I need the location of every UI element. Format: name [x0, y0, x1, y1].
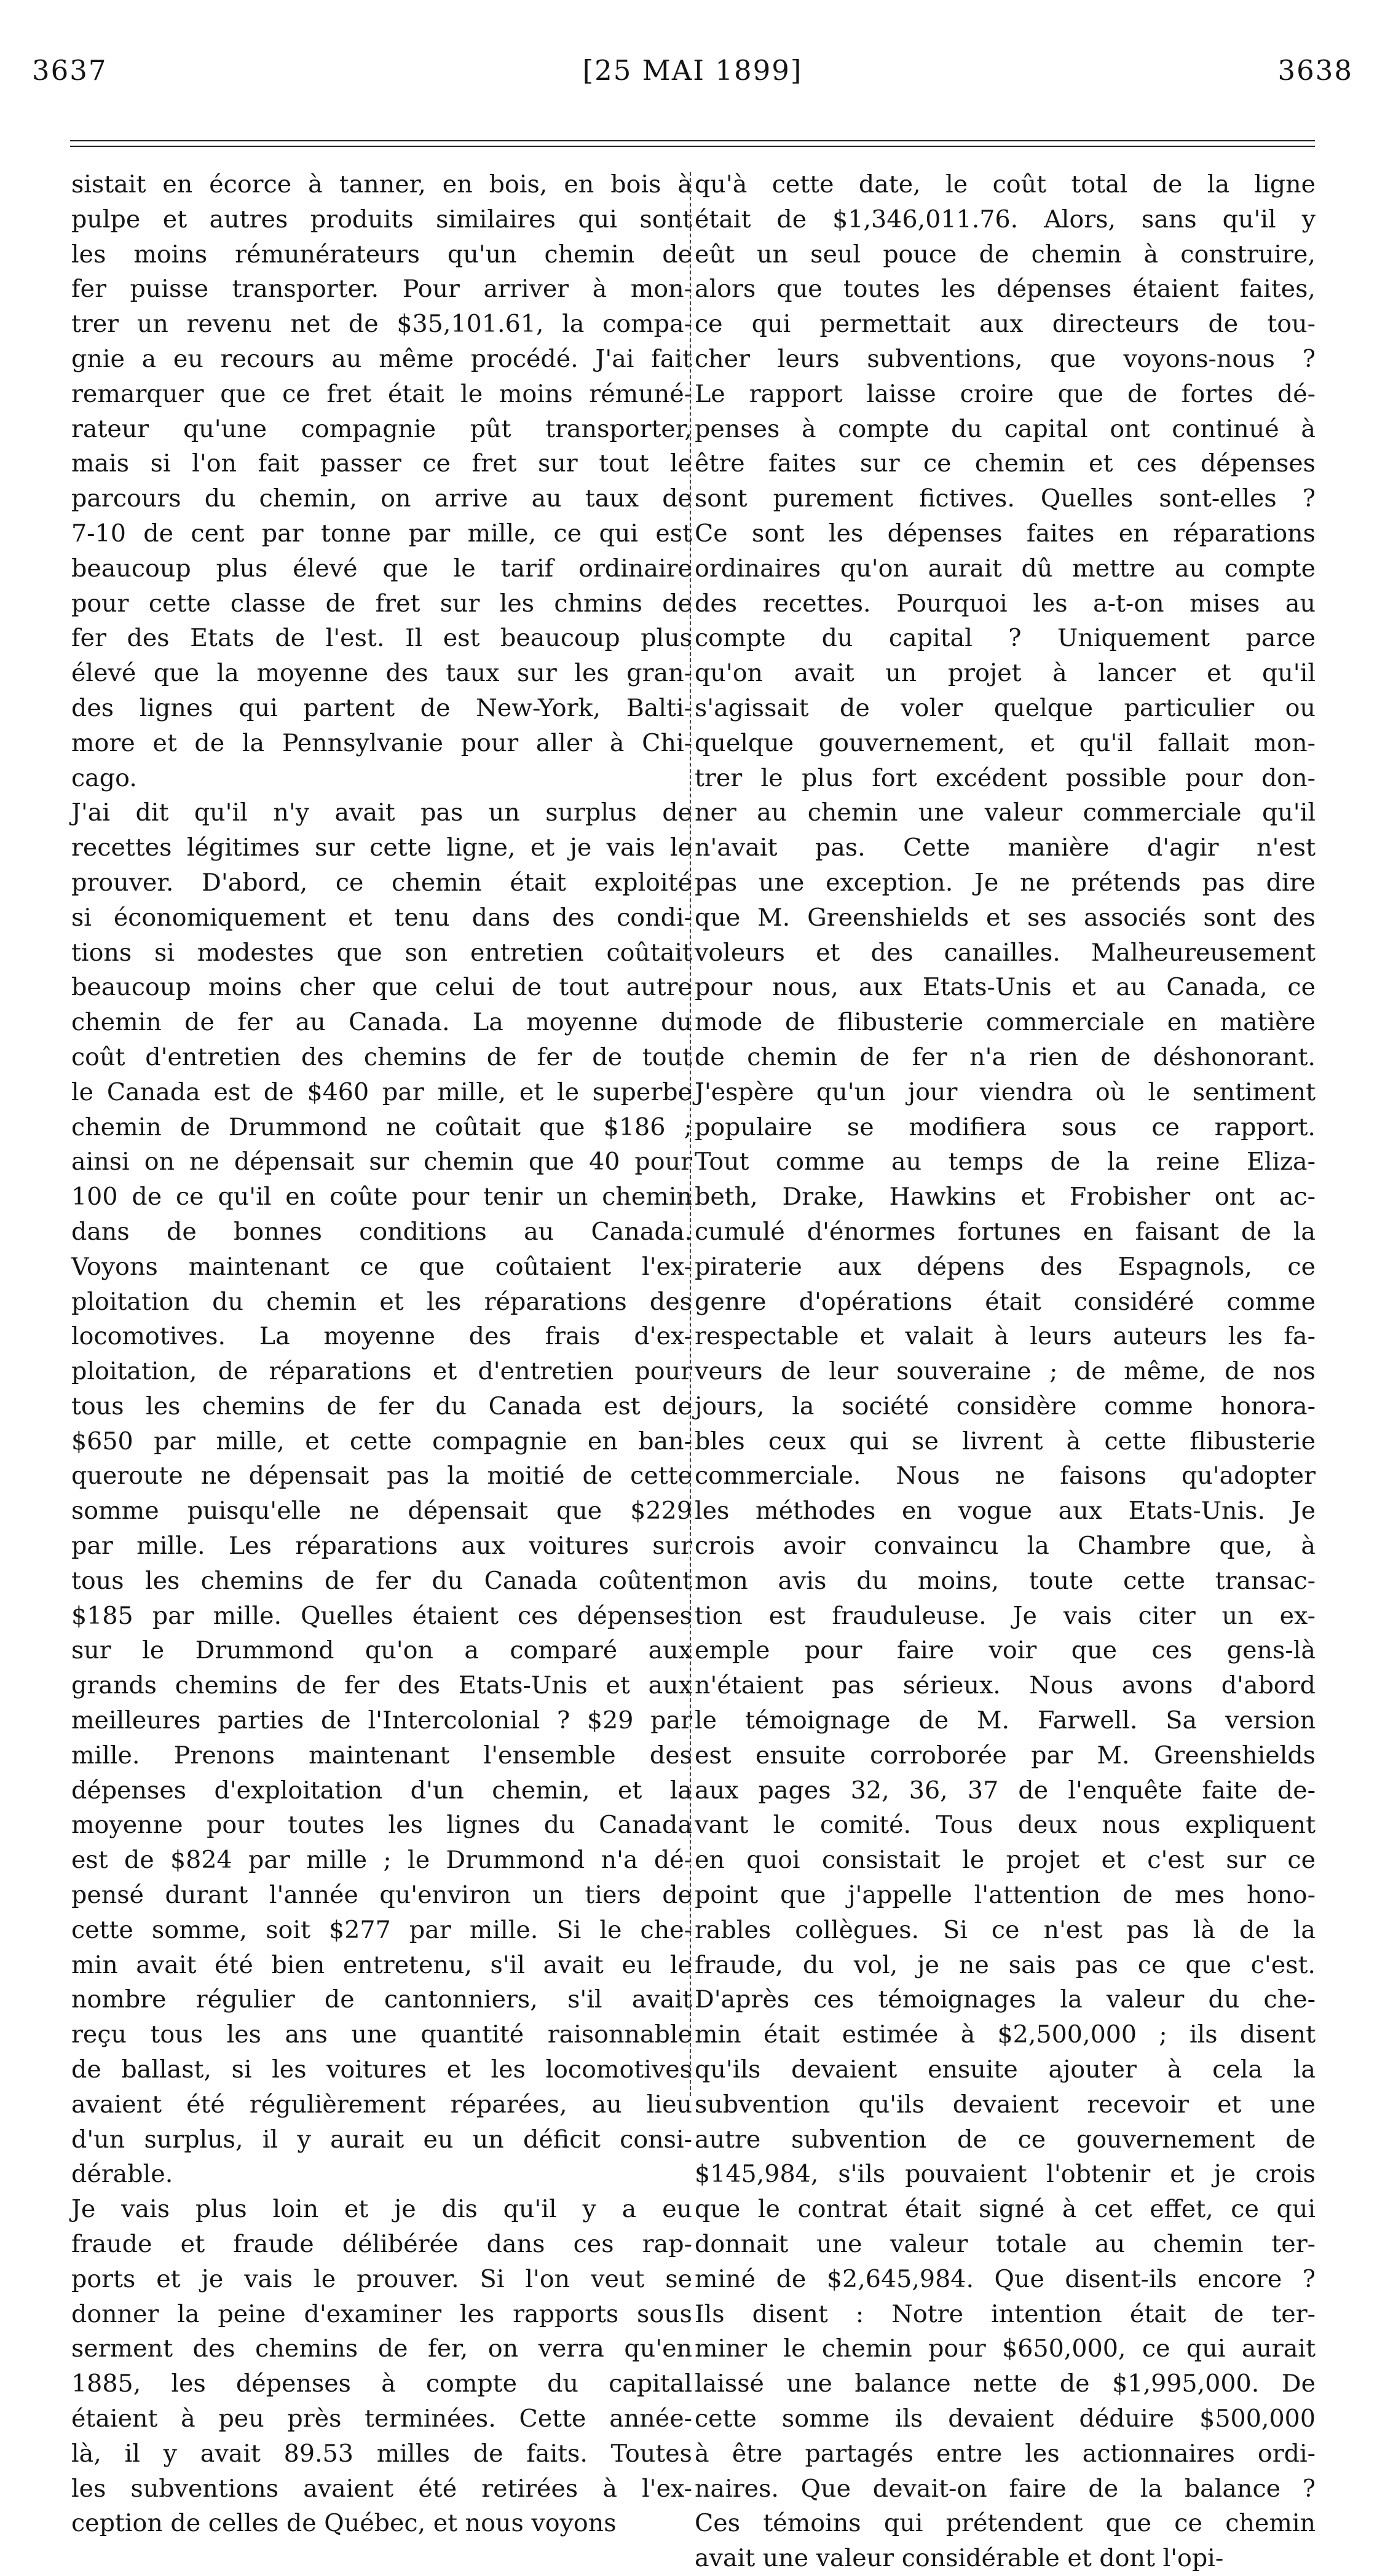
text-line: ception de celles de Québec, et nous voyons [71, 2509, 617, 2538]
text-line: Ils disent : Notre intention était de ter- [695, 2299, 1316, 2328]
text-line: mais si l'on fait passer ce fret sur tout le [71, 449, 692, 478]
text-line: Ce sont les dépenses faites en réparations [695, 519, 1316, 548]
text-line: pensé durant l'année qu'environ un tiers de [71, 1881, 692, 1910]
text-line: tion est frauduleuse. Je vais citer un ex- [695, 1601, 1316, 1630]
text-line: eût un seul pouce de chemin à construire, [695, 240, 1316, 269]
text-line: ner au chemin une valeur commerciale qu'il [695, 798, 1316, 827]
text-line: ploitation, de réparations et d'entretien pour [71, 1357, 692, 1386]
text-line: beth, Drake, Hawkins et Frobisher ont ac- [695, 1183, 1316, 1211]
text-line: dérable. [71, 2160, 173, 2189]
text-line: gnie a eu recours au même procédé. J'ai fait [71, 344, 692, 373]
text-line: à être partagés entre les actionnaires ordi- [695, 2439, 1316, 2468]
text-line: emple pour faire voir que ces gens-là [695, 1636, 1316, 1665]
text-line: 7-10 de cent par tonne par mille, ce qui est [71, 519, 692, 548]
text-line: Tout comme au temps de la reine Eliza- [695, 1148, 1316, 1176]
text-line: par mille. Les réparations aux voitures sur [71, 1532, 692, 1561]
text-line: crois avoir convaincu la Chambre que, à [695, 1532, 1316, 1561]
text-line: remarquer que ce fret était le moins rémuné- [71, 379, 692, 408]
text-line: serment des chemins de fer, on verra qu'en [71, 2334, 692, 2363]
text-line: commerciale. Nous ne faisons qu'adopter [695, 1462, 1316, 1491]
text-line: point que j'appelle l'attention de mes hono- [695, 1881, 1316, 1910]
text-line: si économiquement et tenu dans des condi- [71, 903, 692, 932]
text-line: bles ceux qui se livrent à cette flibusterie [695, 1427, 1316, 1455]
text-line: tous les chemins de fer du Canada est de [71, 1392, 692, 1420]
text-line: pour cette classe de fret sur les chmins de [71, 589, 692, 618]
column-divider [690, 172, 691, 2096]
text-line: élevé que la moyenne des taux sur les gran- [71, 659, 692, 688]
text-line: dépenses d'exploitation d'un chemin, et la [71, 1776, 692, 1805]
text-line: nombre régulier de cantonniers, s'il avait [71, 1985, 692, 2014]
text-line: jours, la société considère comme honora- [695, 1392, 1316, 1420]
text-line: donnait une valeur totale au chemin ter- [695, 2230, 1316, 2259]
header-double-rule [70, 140, 1315, 147]
text-line: $650 par mille, et cette compagnie en ban- [71, 1427, 692, 1455]
page-number-left: 3637 [32, 54, 108, 87]
text-line: populaire se modifiera sous ce rapport. [695, 1113, 1316, 1141]
text-line: min était estimée à $2,500,000 ; ils disent [695, 2020, 1316, 2049]
text-line: naires. Que devait-on faire de la balance ? [695, 2474, 1316, 2503]
text-line: ce qui permettait aux directeurs de tou- [695, 310, 1316, 339]
page-number-right: 3638 [1277, 54, 1353, 87]
text-line: penses à compte du capital ont continué à [695, 414, 1316, 443]
text-line: était de $1,346,011.76. Alors, sans qu'il y [695, 205, 1316, 234]
text-line: more et de la Pennsylvanie pour aller à Chi- [71, 728, 692, 757]
text-line: ordinaires qu'on aurait dû mettre au compte [695, 554, 1316, 583]
text-line: en quoi consistait le projet et c'est sur ce [695, 1846, 1316, 1875]
text-line: somme puisqu'elle ne dépensait que $229 [71, 1497, 692, 1526]
text-line: quelque gouvernement, et qu'il fallait mon- [695, 728, 1316, 757]
text-line: fraude et fraude délibérée dans ces rap- [71, 2230, 692, 2259]
text-line: de chemin de fer n'a rien de déshonorant. [695, 1042, 1316, 1071]
text-line: cago. [71, 763, 137, 792]
text-line: cumulé d'énormes fortunes en faisant de la [695, 1217, 1316, 1246]
text-line: laissé une balance nette de $1,995,000. De [695, 2369, 1316, 2398]
text-line: qu'ils devaient ensuite ajouter à cela la [695, 2055, 1316, 2084]
text-line: mon avis du moins, toute cette transac- [695, 1566, 1316, 1595]
text-line: compte du capital ? Uniquement parce [695, 624, 1316, 653]
text-line: vant le comité. Tous deux nous expliquent [695, 1811, 1316, 1840]
text-line: le Canada est de $460 par mille, et le superbe [71, 1077, 692, 1106]
text-line: miner le chemin pour $650,000, ce qui aurait [695, 2334, 1316, 2363]
text-line: trer un revenu net de $35,101.61, la compa- [71, 310, 692, 339]
text-line: genre d'opérations était considéré comme [695, 1287, 1316, 1316]
text-line: locomotives. La moyenne des frais d'ex- [71, 1322, 692, 1351]
text-line: Le rapport laisse croire que de fortes dé- [695, 379, 1316, 408]
text-line: qu'on avait un projet à lancer et qu'il [695, 659, 1316, 688]
text-line: piraterie aux dépens des Espagnols, ce [695, 1252, 1316, 1281]
text-line: mille. Prenons maintenant l'ensemble des [71, 1741, 692, 1770]
text-line: grands chemins de fer des Etats-Unis et aux [71, 1671, 692, 1700]
text-line: pas une exception. Je ne prétends pas dire [695, 868, 1316, 897]
text-line: avait une valeur considérable et dont l'opi- [695, 2544, 1224, 2573]
text-line: min avait été bien entretenu, s'il avait eu le [71, 1950, 692, 1979]
text-line: tions si modestes que son entretien coûtait [71, 938, 692, 967]
text-line: que le contrat était signé à cet effet, ce qui [695, 2195, 1316, 2224]
text-line: aux pages 32, 36, 37 de l'enquête faite de- [695, 1776, 1316, 1805]
text-line: moyenne pour toutes les lignes du Canada [71, 1811, 692, 1840]
text-line: ploitation du chemin et les réparations des [71, 1287, 692, 1316]
text-line: fer puisse transporter. Pour arriver à mon- [71, 275, 692, 304]
text-line: rateur qu'une compagnie pût transporter, [71, 414, 692, 443]
text-line: n'étaient pas sérieux. Nous avons d'abord [695, 1671, 1316, 1700]
text-line: chemin de Drummond ne coûtait que $186 ; [71, 1113, 692, 1141]
text-line: alors que toutes les dépenses étaient faites, [695, 275, 1316, 304]
text-line: recettes légitimes sur cette ligne, et je vais le [71, 833, 692, 862]
left-column-text [71, 167, 692, 2541]
text-line: veurs de leur souveraine ; de même, de nos [695, 1357, 1316, 1386]
text-line: beaucoup plus élevé que le tarif ordinaire [71, 554, 692, 583]
text-line: qu'à cette date, le coût total de la ligne [695, 170, 1316, 199]
text-line: mode de flibusterie commerciale en matière [695, 1008, 1316, 1037]
text-line: J'espère qu'un jour viendra où le sentiment [695, 1077, 1316, 1106]
text-line: ports et je vais le prouver. Si l'on veut se [71, 2264, 692, 2293]
text-line: prouver. D'abord, ce chemin était exploité [71, 868, 692, 897]
text-line: meilleures parties de l'Intercolonial ? $29 par [71, 1706, 692, 1735]
text-line: parcours du chemin, on arrive au taux de [71, 484, 692, 513]
text-line: 100 de ce qu'il en coûte pour tenir un chemin [71, 1183, 692, 1211]
text-line: cette somme, soit $277 par mille. Si le che- [71, 1915, 692, 1944]
text-line: des recettes. Pourquoi les a-t-on mises au [695, 589, 1316, 618]
page-header [32, 54, 1353, 97]
text-line: être faites sur ce chemin et ces dépenses [695, 449, 1316, 478]
text-line: coût d'entretien des chemins de fer de tout [71, 1042, 692, 1071]
text-line: $185 par mille. Quelles étaient ces dépenses [71, 1601, 692, 1630]
text-line: chemin de fer au Canada. La moyenne du [71, 1008, 692, 1037]
text-line: sistait en écorce à tanner, en bois, en bois à [71, 170, 692, 199]
text-line: sont purement fictives. Quelles sont-elles ? [695, 484, 1316, 513]
text-line: autre subvention de ce gouvernement de [695, 2125, 1316, 2154]
text-line: étaient à peu près terminées. Cette année- [71, 2405, 692, 2433]
text-line: le témoignage de M. Farwell. Sa version [695, 1706, 1316, 1735]
text-line: pulpe et autres produits similaires qui sont [71, 205, 692, 234]
text-line: rables collègues. Si ce n'est pas là de la [695, 1915, 1316, 1944]
text-line: que M. Greenshields et ses associés sont des [695, 903, 1316, 932]
text-line: donner la peine d'examiner les rapports sous [71, 2299, 692, 2328]
date-heading: [25 MAI 1899] [582, 54, 803, 87]
text-line: sur le Drummond qu'on a comparé aux [71, 1636, 692, 1665]
text-line: subvention qu'ils devaient recevoir et une [695, 2090, 1316, 2119]
text-line: 1885, les dépenses à compte du capital [71, 2369, 692, 2398]
text-line: dans de bonnes conditions au Canada. [71, 1217, 692, 1246]
text-line: d'un surplus, il y aurait eu un déficit consi- [71, 2125, 692, 2154]
text-line: s'agissait de voler quelque particulier ou [695, 693, 1316, 722]
text-line: voleurs et des canailles. Malheureusement [695, 938, 1316, 967]
text-line: pour nous, aux Etats-Unis et au Canada, ce [695, 973, 1316, 1002]
text-line: avaient été régulièrement réparées, au lieu [71, 2090, 692, 2119]
text-line: là, il y avait 89.53 milles de faits. Toutes [71, 2439, 692, 2468]
text-line: les subventions avaient été retirées à l'ex- [71, 2474, 692, 2503]
text-line: D'après ces témoignages la valeur du che- [695, 1985, 1316, 2014]
text-line: est ensuite corroborée par M. Greenshields [695, 1741, 1316, 1770]
text-line: Voyons maintenant ce que coûtaient l'ex- [71, 1252, 692, 1281]
text-line: Je vais plus loin et je dis qu'il y a eu [71, 2195, 692, 2224]
text-line: n'avait pas. Cette manière d'agir n'est [695, 833, 1316, 862]
text-line: est de $824 par mille ; le Drummond n'a dé- [71, 1846, 692, 1875]
text-line: ainsi on ne dépensait sur chemin que 40 pour [71, 1148, 692, 1176]
text-line: les moins rémunérateurs qu'un chemin de [71, 240, 692, 269]
text-line: tous les chemins de fer du Canada coûtent [71, 1566, 692, 1595]
text-line: respectable et valait à leurs auteurs les fa- [695, 1322, 1316, 1351]
text-line: $145,984, s'ils pouvaient l'obtenir et je crois [695, 2160, 1316, 2189]
text-line: les méthodes en vogue aux Etats-Unis. Je [695, 1497, 1316, 1526]
text-line: cette somme ils devaient déduire $500,000 [695, 2405, 1316, 2433]
text-line: queroute ne dépensait pas la moitié de cette [71, 1462, 692, 1491]
text-line: J'ai dit qu'il n'y avait pas un surplus de [71, 798, 692, 827]
text-line: de ballast, si les voitures et les locomotives [71, 2055, 692, 2084]
right-column-text [695, 167, 1316, 2576]
text-line: fraude, du vol, je ne sais pas ce que c'est. [695, 1950, 1316, 1979]
text-line: fer des Etats de l'est. Il est beaucoup plus [71, 624, 692, 653]
text-line: reçu tous les ans une quantité raisonnable [71, 2020, 692, 2049]
text-line: des lignes qui partent de New-York, Balti- [71, 693, 692, 722]
text-line: trer le plus fort excédent possible pour don- [695, 763, 1316, 792]
text-line: cher leurs subventions, que voyons-nous ? [695, 344, 1316, 373]
text-line: Ces témoins qui prétendent que ce chemin [695, 2509, 1316, 2538]
text-line: miné de $2,645,984. Que disent-ils encore ? [695, 2264, 1316, 2293]
text-line: beaucoup moins cher que celui de tout autre [71, 973, 692, 1002]
